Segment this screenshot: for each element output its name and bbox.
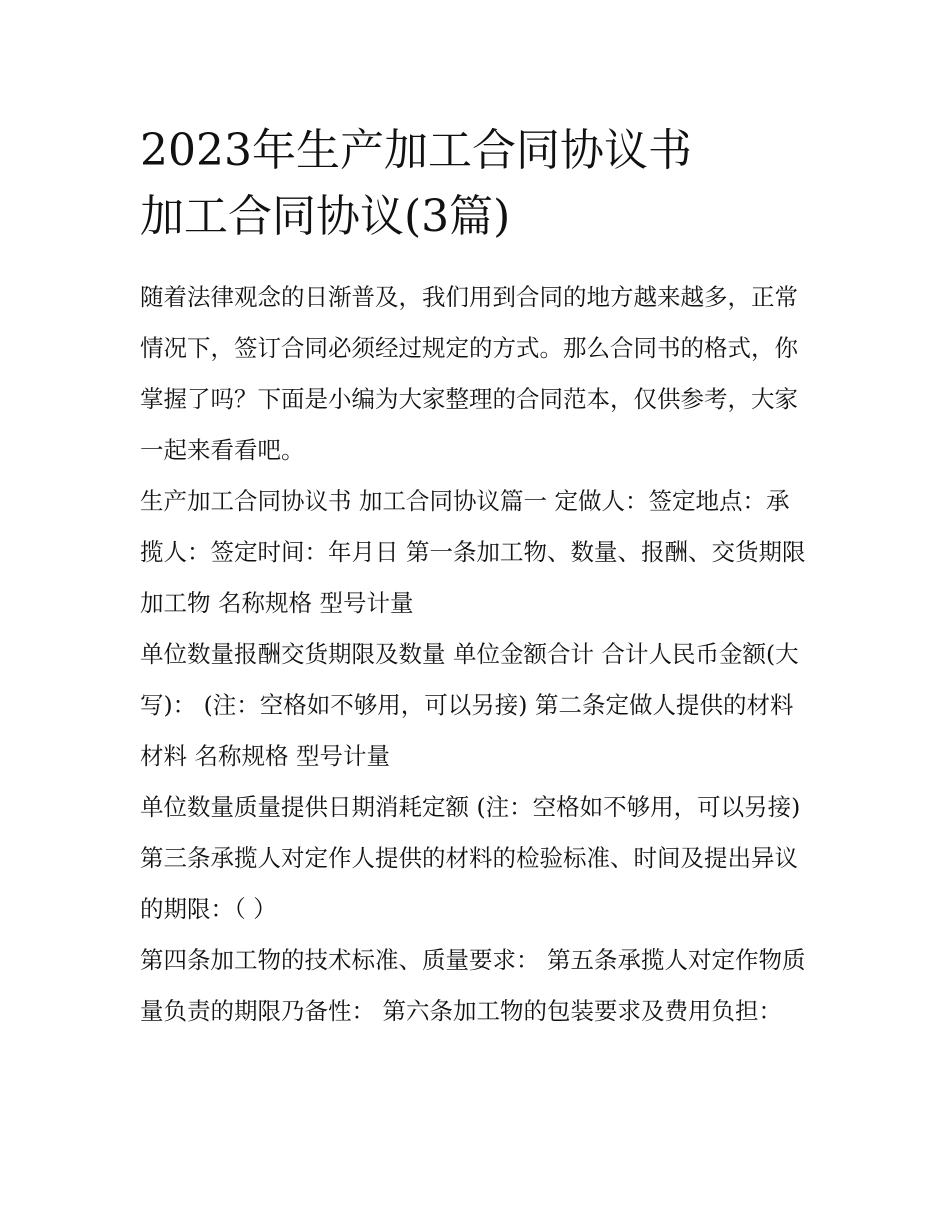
document-page [140, 118, 812, 1037]
document-body [140, 272, 812, 1037]
paragraph-contract-part3: 单位数量质量提供日期消耗定额 (注：空格如不够用，可以另接) 第三条承揽人对定作人提供的材料的检验标准、时间及提出异议的期限：（ ） [140, 793, 801, 923]
paragraph-contract-part1: 生产加工合同协议书 加工合同协议篇一 定做人：签定地点：承揽人：签定时间：年月日 第一条加工物、数量、报酬、交货期限 加工物 名称规格 型号计量 [140, 487, 806, 617]
paragraph-intro: 随着法律观念的日渐普及，我们用到合同的地方越来越多，正常情况下，签订合同必须经过规定的方式。那么合同书的格式，你掌握了吗？下面是小编为大家整理的合同范本，仅供参考，大家一起来看看吧。 [140, 283, 798, 464]
document-title [140, 118, 812, 250]
title-line-2: 加工合同协议(3篇) [140, 191, 511, 242]
paragraph-contract-part4: 第四条加工物的技术标准、质量要求： 第五条承揽人对定作物质量负责的期限乃备性： 第六条加工物的包装要求及费用负担： [140, 946, 806, 1025]
paragraph-contract-part2: 单位数量报酬交货期限及数量 单位金额合计 合计人民币金额(大写)： (注：空格如不够用，可以另接) 第二条定做人提供的材料 材料 名称规格 型号计量 [140, 640, 799, 770]
title-line-1: 2023年生产加工合同协议书 [140, 125, 692, 176]
